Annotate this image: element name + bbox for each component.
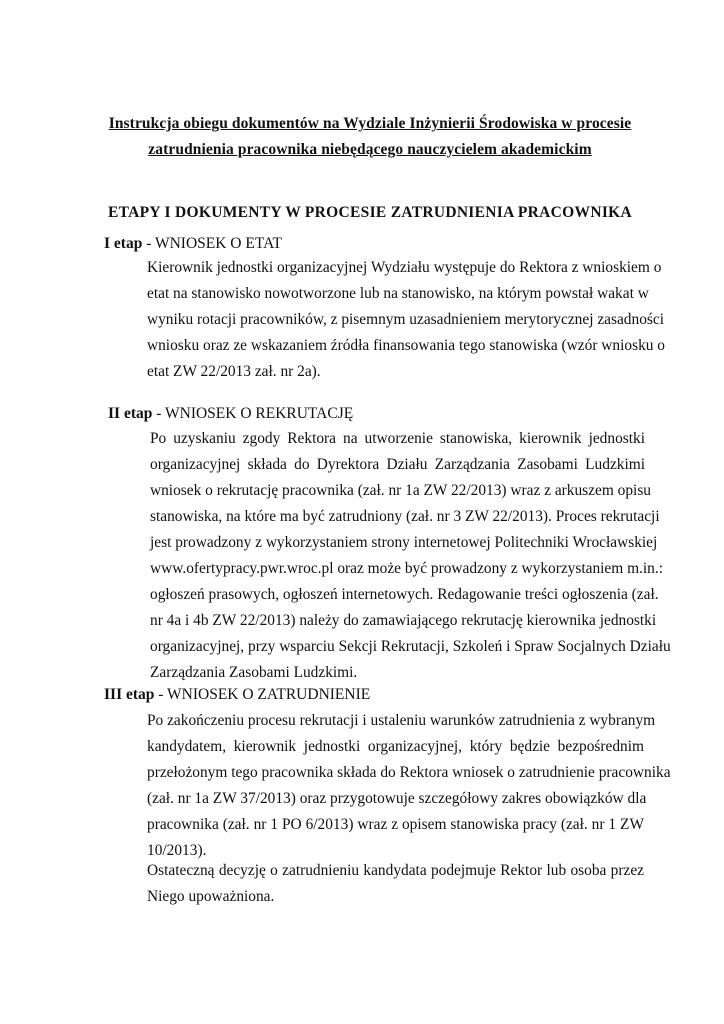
stage-1-number: I etap: [104, 235, 143, 252]
stage-2-separator: -: [152, 405, 165, 422]
stage-3-line: przełożonym tego pracownika składa do Rektora wniosek o zatrudnienie pracownika: [147, 764, 671, 781]
stage-3-heading: [104, 685, 370, 705]
stage-1-line: etat ZW 22/2013 zał. nr 2a).: [147, 363, 321, 380]
stage-3-final-decision-note: [147, 858, 644, 910]
stage-2-line: wniosek o rekrutację pracownika (zał. nr 1a ZW 22/2013) wraz z arkuszem opisu: [150, 482, 652, 499]
document-title-line-2: zatrudnienia pracownika niebędącego nauczycielem akademickim: [148, 141, 592, 158]
stage-3-line: (zał. nr 1a ZW 37/2013) oraz przygotowuje szczegółowy zakres obowiązków dla: [147, 790, 647, 807]
stage-2-line: ogłoszeń prasowych, ogłoszeń internetowych. Redagowanie treści ogłoszenia (zał.: [150, 586, 659, 603]
stage-2-line: Zarządzania Zasobami Ludzkimi.: [150, 664, 358, 681]
stage-2-line: organizacyjnej, przy wsparciu Sekcji Rekrutacji, Szkoleń i Spraw Socjalnych Działu: [150, 638, 671, 655]
stage-3-paragraph: [147, 708, 671, 864]
stage-3-number: III etap: [104, 686, 155, 703]
stage-3-line: 10/2013).: [147, 842, 207, 859]
stage-1-line: wyniku rotacji pracowników, z pisemnym uzasadnieniem merytorycznej zasadności: [147, 311, 664, 328]
stage-2-line: Po uzyskaniu zgody Rektora na utworzenie stanowiska, kierownik jednostki: [150, 430, 645, 447]
stage-2-name: WNIOSEK O REKRUTACJĘ: [165, 405, 354, 422]
stage-2-line: organizacyjnej składa do Dyrektora Działu Zarządzania Zasobami Ludzkimi: [150, 456, 645, 473]
stage-1-line: wniosku oraz ze wskazaniem źródła finansowania tego stanowiska (wzór wniosku o: [147, 337, 665, 354]
stage-3-note-line: Niego upoważniona.: [147, 888, 275, 905]
stage-3-name: WNIOSEK O ZATRUDNIENIE: [167, 686, 371, 703]
stage-3-separator: -: [154, 686, 168, 703]
stage-1-name: WNIOSEK O ETAT: [154, 235, 283, 252]
stage-2-paragraph: [150, 426, 671, 686]
stage-1-paragraph: [147, 255, 665, 385]
stage-1-line: Kierownik jednostki organizacyjnej Wydziału występuje do Rektora z wnioskiem o: [147, 259, 662, 276]
stage-3-line: kandydatem, kierownik jednostki organizacyjnej, który będzie bezpośrednim: [147, 738, 644, 755]
stage-2-number: II etap: [108, 405, 153, 422]
stage-2-line: stanowiska, na które ma być zatrudniony (zał. nr 3 ZW 22/2013). Proces rekrutacji: [150, 508, 660, 525]
stage-2-heading: [108, 404, 353, 424]
stage-2-line: www.ofertypracy.pwr.wroc.pl oraz może być prowadzony z wykorzystaniem m.in.:: [150, 560, 663, 577]
stage-2-line: jest prowadzony z wykorzystaniem strony internetowej Politechniki Wrocławskiej: [150, 534, 658, 551]
document-title-line-1: Instrukcja obiegu dokumentów na Wydziale Inżynierii Środowiska w procesie: [108, 115, 632, 132]
section-heading: ETAPY I DOKUMENTY W PROCESIE ZATRUDNIENIA PRACOWNIKA: [108, 204, 632, 221]
stage-1-line: etat na stanowisko nowotworzone lub na stanowisko, na którym powstał wakat w: [147, 285, 649, 302]
stage-3-line: Po zakończeniu procesu rekrutacji i ustaleniu warunków zatrudnienia z wybranym: [147, 712, 656, 729]
stage-1-separator: -: [142, 235, 155, 252]
stage-3-note-line: Ostateczną decyzję o zatrudnieniu kandydata podejmuje Rektor lub osoba przez: [147, 862, 644, 879]
stage-1-heading: [104, 234, 282, 254]
stage-2-line: nr 4a i 4b ZW 22/2013) należy do zamawiającego rekrutację kierownika jednostki: [150, 612, 657, 629]
stage-3-line: pracownika (zał. nr 1 PO 6/2013) wraz z opisem stanowiska pracy (zał. nr 1 ZW: [147, 816, 644, 833]
